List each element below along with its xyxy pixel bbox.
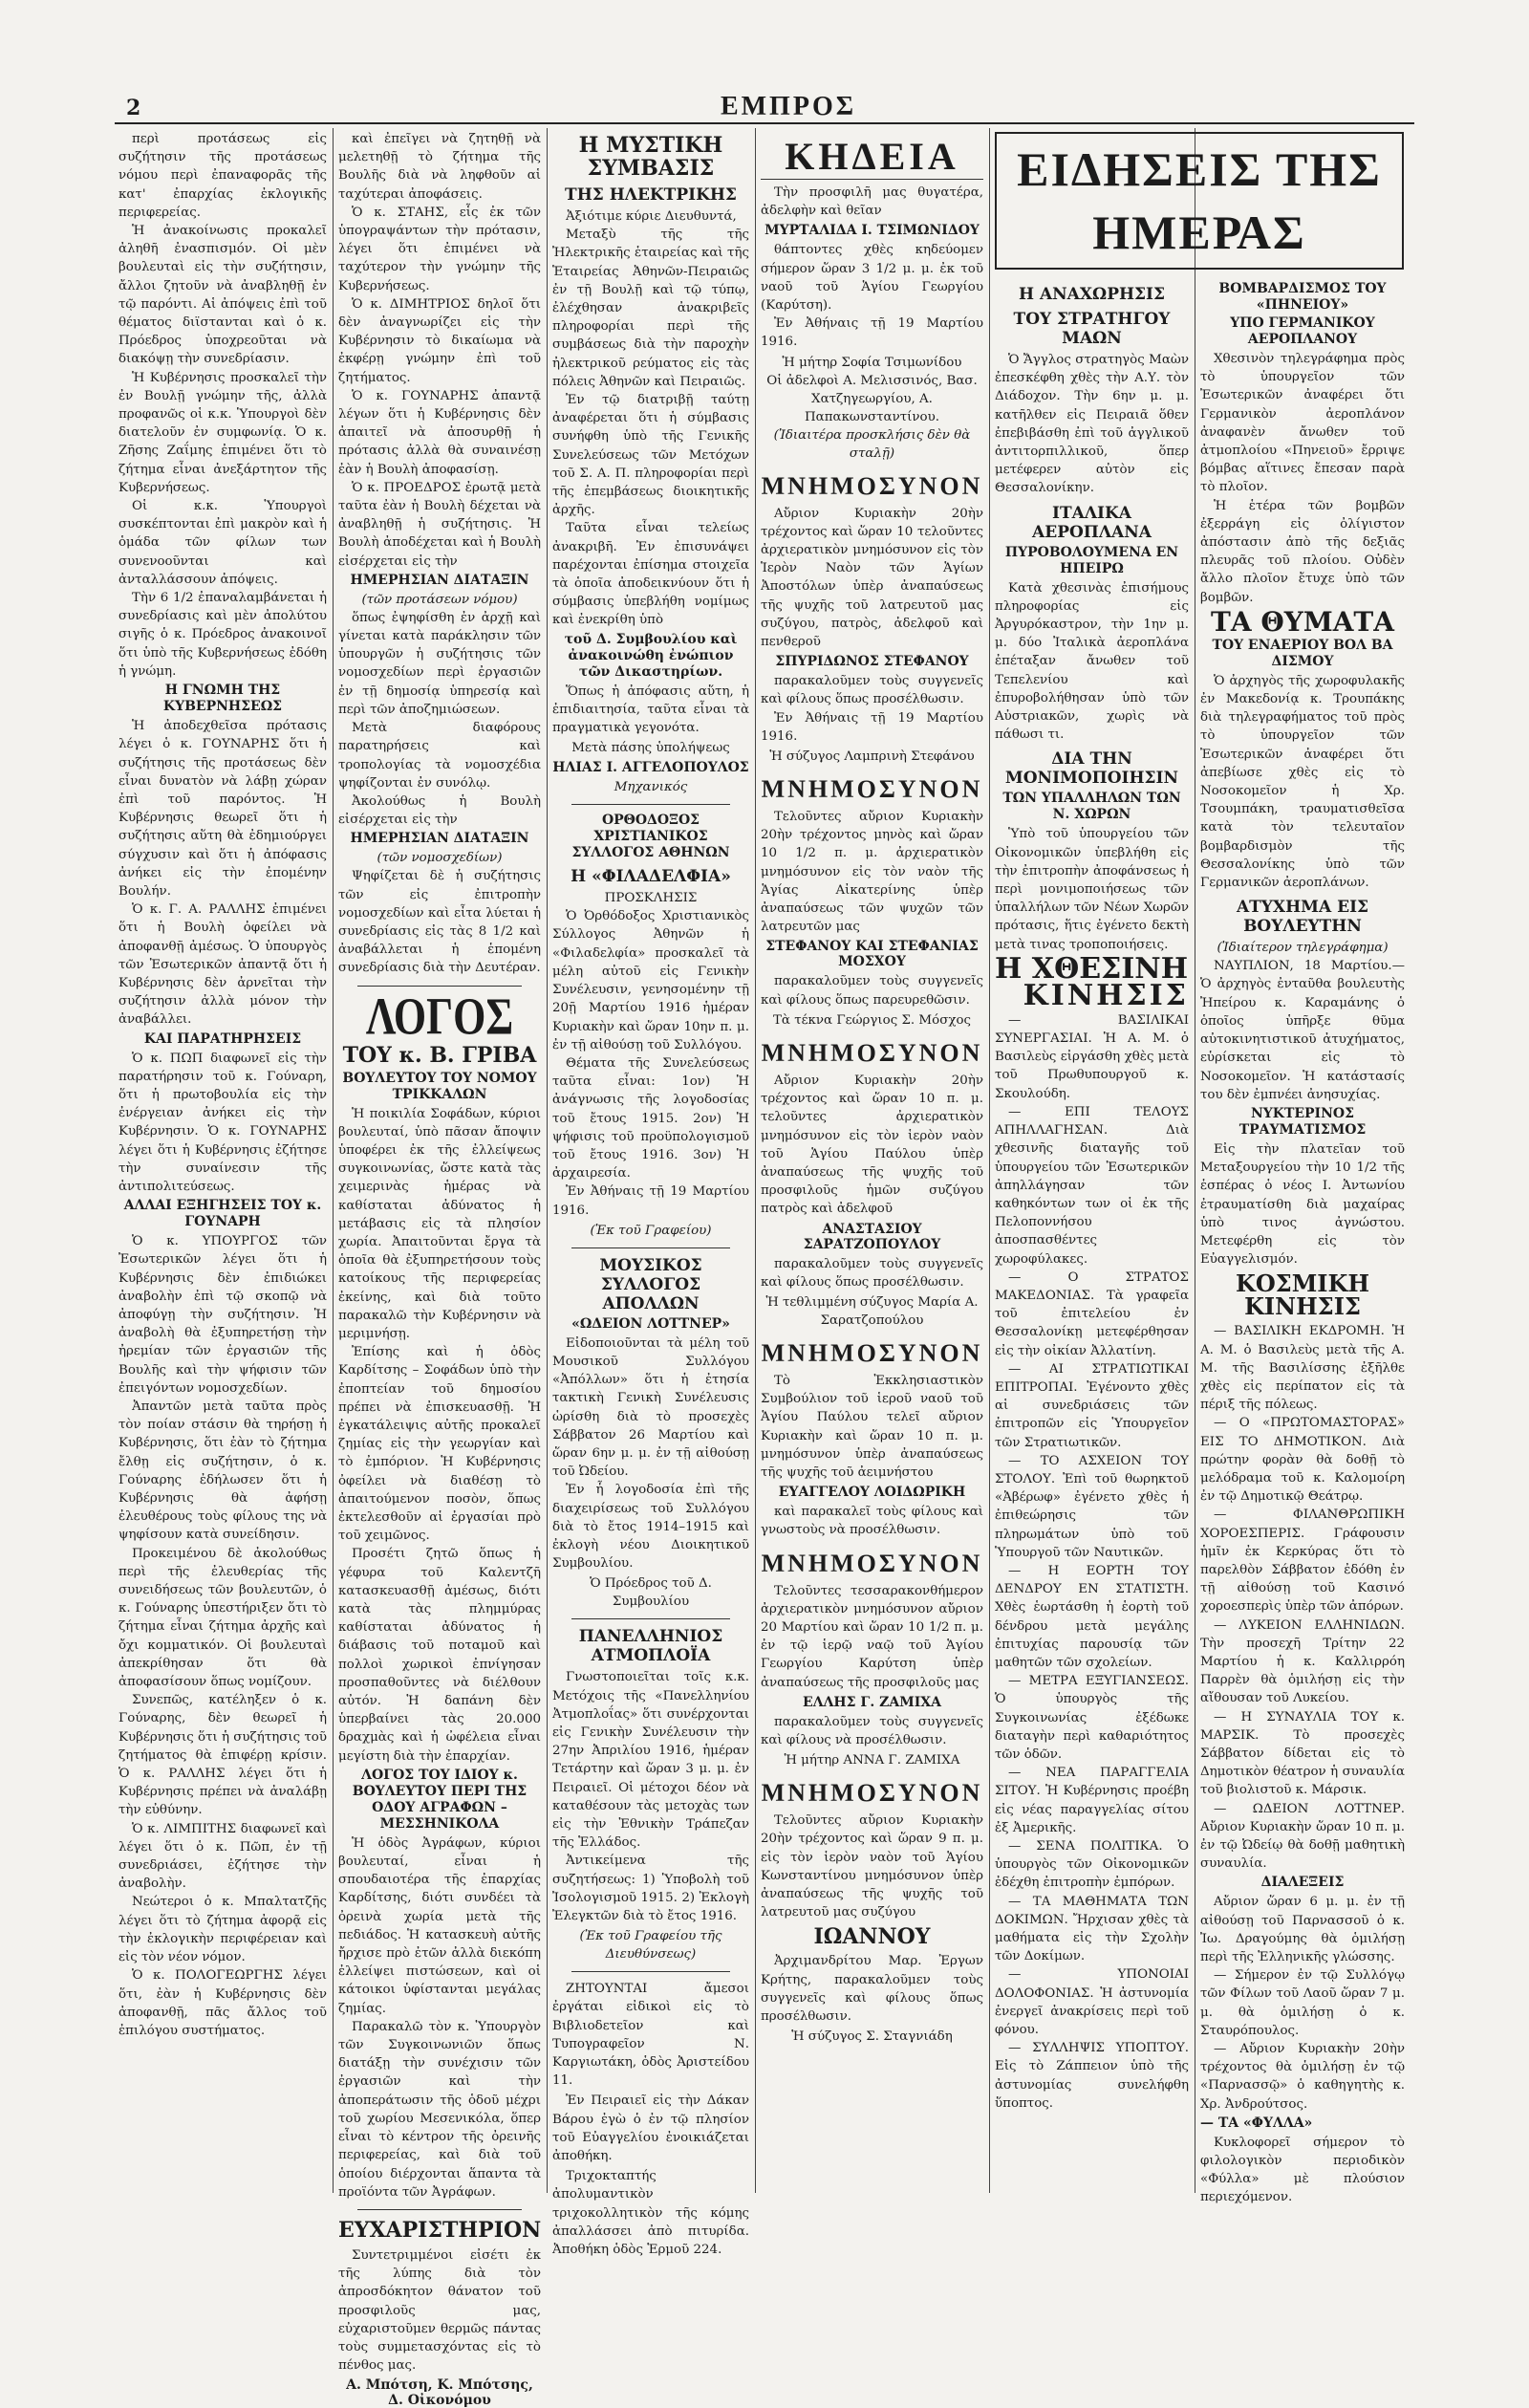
paragraph: Ἀπαντῶν μετὰ ταῦτα πρὸς τὸν ποίαν στάσιν θὰ τηρήσῃ ἡ Κυβέρνησις, ὅτι ἐὰν τὸ ζήτημα ἔλθῃ εἰς συζήτησιν, ὁ κ. Γούναρης ἐδήλωσεν ὅτι ἡ Κυβέρνησις θὰ ἀφήσῃ ἐλευθέρους τοὺς φίλους της νὰ ψηφίσουν κατὰ συνείδησιν. — [118, 1399, 327, 1543]
paragraph: Εἰδοποιοῦνται τὰ μέλη τοῦ Μουσικοῦ Συλλόγου «Ἀπόλλων» ὅτι ἡ ἐτησία τακτικὴ Γενικὴ Συνέλευσις ὡρίσθη διὰ τὸ προσεχὲς Σάββατον 26 Μαρτίου καὶ ὥραν 6ην μ. μ. ἐν τῇ αἰθούσῃ τοῦ Ὠδείου. — [552, 1335, 749, 1480]
paragraph: ΝΑΥΠΛΙΟΝ, 18 Μαρτίου.— Ὁ ἀρχηγὸς ἐνταῦθα βουλευτὴς Ἠπείρου κ. Καραμάνης ὁ ὁποῖος ὑπῆρξε θῦμα αὐτοκινητιστικοῦ ἀτυχήματος, εὑρίσκεται εἰς τὸ Νοσοκομεῖον. Ἡ κατάστασίς του δὲν ἐμπνέει ἀνησυχίας. — [1200, 959, 1405, 1102]
paragraph: Τὴν προσφιλῆ μας θυγατέρα, ἀδελφὴν καὶ θεῖαν — [761, 185, 983, 219]
article-text — [338, 130, 541, 571]
article-text — [338, 867, 541, 977]
deceased-name: ΣΤΕΦΑΝΟΥ ΚΑΙ ΣΤΕΦΑΝΙΑΣ ΜΟΣΧΟΥ — [765, 939, 979, 970]
brief: — ΩΔΕΙΟΝ ΛΟΤΤΝΕΡ. Αὔριον Κυριακὴν ὥραν 10 π. μ. ἐν τῷ Ὠδείῳ θὰ δοθῇ μαθητικὴ συναυλία. — [1200, 1801, 1405, 1872]
top-rule — [115, 122, 1414, 124]
paragraph: Ἐν Ἀθήναις τῇ 19 Μαρτίου 1916. — [761, 710, 983, 744]
brief: — ΤΑ ΜΑΘΗΜΑΤΑ ΤΩΝ ΔΟΚΙΜΩΝ. Ἤρχισαν χθὲς τὰ μαθήματα εἰς τὴν Σχολὴν τῶν Δοκίμων. — [995, 1894, 1189, 1964]
paragraph: Ὁ κ. ΠΟΛΟΓΕΩΡΓΗΣ λέγει ὅτι, ἐὰν ἡ Κυβέρνησις δὲν ἀποφανθῇ, πᾶς ἄλλος τοῦ ἐπιλόγου συστήματος. — [118, 1968, 327, 2038]
brief: — ΜΕΤΡΑ ΕΞΥΓΙΑΝΣΕΩΣ. Ὁ ὑπουργὸς τῆς Συγκοινωνίας ἐξέδωκε διαταγὴν περὶ καθαριότητος τῶν ὁδῶν. — [995, 1674, 1189, 1762]
paragraph: Τελοῦντες αὔριον Κυριακὴν 20ὴν τρέχοντος μηνὸς καὶ ὥραν 10 1/2 π. μ. ἀρχιερατικὸν μνημόσυνον εἰς τὸν ναὸν τῆς Ἁγίας Αἰκατερίνης ὑπὲρ ἀναπαύσεως τῶν ψυχῶν τῶν λατρευτῶν μας — [761, 810, 983, 935]
article-text — [552, 683, 749, 738]
article-text — [338, 609, 541, 829]
notice-source: (Ἐκ τοῦ Γραφείου τῆς Διευθύνσεως) — [579, 1929, 722, 1963]
signers: Ἡ μήτηρ Σοφία Τσιμωνίδου — [782, 355, 962, 370]
notice-text — [761, 505, 983, 652]
paragraph: Ὁ Ὀρθόδοξος Χριστιανικὸς Σύλλογος Ἀθηνῶν ἡ «Φιλαδελφία» προσκαλεῖ τὰ μέλη αὐτοῦ εἰς Γενικὴν Συνέλευσιν, γενησομένην τῇ 20ῇ Μαρτίου 1916 ἡμέραν Κυριακὴν καὶ ὥραν 10ην π. μ. ἐν τῇ αἰθούσῃ τοῦ Συλλόγου. — [552, 909, 749, 1052]
paragraph: Ἐν ἧ λογοδοσία ἐπὶ τῆς διαχειρίσεως τοῦ Συλλόγου διὰ τὸ ἔτος 1914–1915 καὶ ἐκλογὴ νέου Διοικητικοῦ Συμβουλίου. — [552, 1483, 749, 1572]
brief: — Ο «ΠΡΩΤΟΜΑΣΤΟΡΑΣ» ΕΙΣ ΤΟ ΔΗΜΟΤΙΚΟΝ. Διὰ πρώτην φορὰν θὰ δοθῇ τὸ μελόδραμα τοῦ κ. Καλομοίρη ἐν τῷ Δημοτικῷ Θεάτρῳ. — [1200, 1416, 1405, 1505]
paragraph: παρακαλοῦμεν τοὺς συγγενεῖς καὶ φίλους ὅπως προσέλθωσιν. — [761, 674, 983, 707]
subheading-note: (τῶν νομοσχεδίων) — [377, 851, 503, 866]
paragraph: Μετὰ διαφόρους παρατηρήσεις καὶ τροπολογίας τὰ νομοσχέδια ψηφίζονται ἐν συνόλῳ. — [338, 721, 541, 791]
column-news — [995, 279, 1189, 2189]
deceased-name: ΑΝΑΣΤΑΣΙΟΥ ΣΑΡΑΤΖΟΠΟΥΛΟΥ — [803, 1221, 941, 1252]
paragraph: Ἐν Ἀθήναις τῇ 19 Μαρτίου 1916. — [552, 1184, 749, 1218]
deceased-name: ΙΩΑΝΝΟΥ — [813, 1924, 931, 1950]
column-parliament — [118, 130, 327, 2195]
paragraph: Ἀκολούθως ἡ Βουλὴ εἰσέρχεται εἰς τὴν — [338, 793, 541, 828]
paragraph: Αὔριον Κυριακὴν 20ὴν τρέχοντος καὶ ὥραν 10 π. μ. τελοῦντες ἀρχιερατικὸν μνημόσυνον εἰς τὸν ἱερὸν ναὸν τοῦ Ἁγίου Παύλου ὑπὲρ ἀναπαύσεως τῆς ψυχῆς τοῦ προσφιλοῦς ἡμῶν συζύγου πατρὸς καὶ ἀδελφοῦ — [761, 1073, 983, 1217]
article-text — [552, 907, 749, 1219]
paragraph: Αὔριον Κυριακὴν 20ὴν τρέχοντος καὶ ὥραν 10 τελοῦντες ἀρχιερατικὸν μνημόσυνον εἰς τὸν Ἱερὸν Ναὸν τῶν Ἁγίων Ἀποστόλων ὑπὲρ ἀναπαύσεως τῆς ψυχῆς τοῦ λατρευτοῦ μας συζύγου, πατρὸς, ἀδελφοῦ καὶ πενθεροῦ — [761, 506, 983, 650]
signers: Ἡ σύζυγος Σ. Σταγνιάδη — [791, 2029, 953, 2045]
brief: — Αὔριον Κυριακὴν 20ὴν τρέχοντος θὰ ὁμιλήσῃ ἐν τῷ «Παρνασσῷ» ὁ καθηγητὴς κ. Χρ. Ἀνδρούτσος. — [1200, 2042, 1405, 2112]
paragraph: Ἐν Ἀθήναις τῇ 19 Μαρτίου 1916. — [761, 316, 983, 350]
emphasis-text: τοῦ Δ. Συμβουλίου καὶ ἀνακοινώθη ἐνώπιον τῶν Δικαστηρίων. — [564, 631, 738, 680]
paragraph: Ταῦτα εἶναι τελείως ἀνακριβῆ. Ἐν ἐπισυνάψει παρέχονται ἐπίσημα στοιχεῖα τὰ ὁποῖα ἀποδεικνύουν ὅτι ἡ σύμβασις ὑπεβλήθη νομίμως καὶ ἐνεκρίθη ὑπὸ — [552, 521, 749, 628]
signers: Ἡ τεθλιμμένη σύζυγος Μαρία Α. Σαρατζοπούλου — [765, 1294, 979, 1328]
paragraph: Νεώτεροι ὁ κ. Μπαλτατζῆς λέγει ὅτι τὸ ζήτημα ἀφορᾷ εἰς τὴν ἐκλογικὴν περιφέρειαν καὶ εἰς τὸν νέον νόμον. — [118, 1895, 327, 1965]
paragraph: Θέματα τῆς Συνελεύσεως ταῦτα εἶναι: 1ον) Ἡ ἀνάγνωσις τῆς λογοδοσίας τοῦ ἔτους 1915. 2ον) Ἡ ψήφισις τοῦ προϋπολογισμοῦ τοῦ ἔτους 1916. 3ον) Ἡ ἀρχαιρεσία. — [552, 1055, 749, 1182]
article-text — [1200, 672, 1405, 892]
deceased-name: ΜΥΡΤΑΛΙΔΑ Ι. ΤΣΙΜΩΝΙΔΟΥ — [764, 223, 980, 239]
paragraph: παρακαλοῦμεν τοὺς συγγενεῖς καὶ φίλους νὰ προσέλθωσιν. — [761, 1714, 983, 1747]
separator — [571, 1247, 730, 1248]
paragraph: Ἀντικείμενα τῆς συζητήσεως: 1) Ὑποβολὴ τοῦ Ἰσολογισμοῦ 1915. 2) Ἐκλογὴ Ἐλεγκτῶν διὰ τὸ ἔτος 1916. — [552, 1854, 749, 1924]
headline: ΜΟΥΣΙΚΟΣ ΣΥΛΛΟΓΟΣ ΑΠΟΛΛΩΝ — [599, 1255, 702, 1313]
brief: — Η ΕΟΡΤΗ ΤΟΥ ΔΕΝΔΡΟΥ ΕΝ ΣΤΑΤΙΣΤΗ. Χθὲς ἑωρτάσθη ἡ ἑορτὴ τοῦ δένδρου μετὰ μεγάλης ἐπιτυχίας παρουσίᾳ τῶν μαθητῶν τῶν σχολείων. — [995, 1563, 1189, 1670]
paragraph: Ἡ Κυβέρνησις προσκαλεῖ τὴν ἐν Βουλῇ γνώμην τῆς, ἀλλὰ προφανῶς οἱ κ.κ. Ὑπουργοὶ δὲν διατελοῦν ἐν συμφωνίᾳ. Ὁ κ. Ζῆσης Ζαΐμης ἐπιμένει ὅτι τὸ ζήτημα εἶναι ἀνεξάρτητον τῆς Κυβερνήσεως. — [118, 370, 327, 495]
article-text — [118, 717, 327, 1029]
headline-sub: ΤΟΥ ΣΤΡΑΤΗΓΟΥ ΜΑΩΝ — [1013, 310, 1171, 348]
brief: Κυκλοφορεῖ σήμερον τὸ φιλολογικὸν περιοδικὸν «Φύλλα» μὲ πλούσιον περιεχόμενον. — [1200, 2135, 1405, 2205]
daily-news-title: ΕΙΔΗΣΕΙΣ ΤΗΣ ΗΜΕΡΑΣ — [995, 132, 1404, 270]
notice-text — [761, 1372, 983, 1482]
paragraph: Ἐν Πειραιεῖ εἰς τὴν Δάκαν Βάρου ἐγὼ ὁ ἐν τῷ πλησίον τοῦ Εὐαγγελίου ἐνοικιάζεται ἀποθήκη. — [552, 2093, 749, 2164]
headline-logos: ΛΟΓΟΣ — [365, 987, 514, 1046]
article-text — [338, 1834, 541, 2202]
memorial-heading: ΜΝΗΜΟΣΥΝΟΝ — [761, 775, 983, 804]
article-text — [1200, 957, 1405, 1104]
notice-text — [761, 241, 983, 351]
article-text — [118, 1050, 327, 1197]
article-text — [118, 130, 327, 681]
notice-text — [761, 808, 983, 936]
separator — [571, 1971, 730, 1972]
headline: ΑΤΥΧΗΜΑ ΕΙΣ ΒΟΥΛΕΥΤΗΝ — [1236, 898, 1369, 937]
brief: — ΒΑΣΙΛΙΚΗ ΕΚΔΡΟΜΗ. Ἡ Α. Μ. ὁ Βασιλεὺς μετὰ τῆς Α. Μ. τῆς Βασιλίσσης ἐξῆλθε χθὲς εἰς περίπατον εἰς τὰ πέριξ τῆς πόλεως. — [1200, 1324, 1405, 1413]
paragraph: Ὁ κ. Γ. Α. ΡΑΛΛΗΣ ἐπιμένει ὅτι ἡ Βουλὴ ὀφείλει νὰ ἀποφανθῇ ἀμέσως. Ὁ ὑπουργὸς τῶν Ἐσωτερικῶν ἀπαντᾷ ὅτι ἡ Κυβέρνησις δὲν ἀρνεῖται τὴν συζήτησιν ἀλλὰ μόνον τὴν ἀναβάλλει. — [118, 902, 327, 1028]
paragraph: ΖΗΤΟΥΝΤΑΙ ἄμεσοι ἐργάται εἰδικοὶ εἰς τὸ Βιβλιοδετεῖον καὶ Τυπογραφεῖον Ν. Καργιωτάκη, ὁδὸς Ἀριστείδου 11. — [552, 1982, 749, 2089]
paragraph: θάπτοντες χθὲς κηδεύομεν σήμερον ὥραν 3 1/2 μ. μ. ἐκ τοῦ ναοῦ τοῦ Ἁγίου Γεωργίου (Καρύτση). — [761, 243, 983, 314]
paragraph: Ἡ ὁδὸς Ἀγράφων, κύριοι βουλευταί, εἶναι ἡ σπουδαιοτέρα τῆς ἐπαρχίας Καρδίτσης, διότι συνδέει τὰ ὀρεινὰ χωρία μετὰ τῆς πεδιάδος. Ἡ κατασκευὴ αὐτῆς ἤρχισε πρὸ ἐτῶν ἀλλὰ διεκόπη ἐλλείψει πιστώσεων, καὶ οἱ κάτοικοι ὑφίστανται μεγάλας ζημίας. — [338, 1835, 541, 2016]
ad-heading: ΕΥΧΑΡΙΣΤΗΡΙΟΝ — [338, 2217, 542, 2243]
brief: — Σήμερον ἐν τῷ Συλλόγῳ τῶν Φίλων τοῦ Λαοῦ ὥραν 7 μ. μ. θὰ ὁμιλήσῃ ὁ κ. Σταυρόπουλος. — [1200, 1968, 1405, 2038]
notice-text — [761, 1255, 983, 1291]
signature-role: Μηχανικός — [614, 780, 688, 795]
notice-text — [761, 972, 983, 1009]
paragraph: Ψηφίζεται δὲ ἡ συζήτησις τῶν εἰς ἐπιτροπὴν νομοσχεδίων καὶ εἶτα λύεται ἡ συνεδρίασις εἰς τὰς 8 1/2 καὶ ἀναβάλλεται ἡ ἑπομένη συνεδρίασις διὰ τὴν Δευτέραν. — [338, 869, 541, 976]
separator — [357, 2209, 522, 2210]
paragraph: Ὅπως ἡ ἀπόφασις αὕτη, ἡ ἐπιδιαιτησία, ταῦτα εἶναι τὰ πραγματικὰ γεγονότα. — [552, 683, 749, 736]
headline: ΠΑΝΕΛΛΗΝΙΟΣ ΑΤΜΟΠΛΟΪΑ — [578, 1627, 723, 1666]
signature: ΗΛΙΑΣ Ι. ΑΓΓΕΛΟΠΟΥΛΟΣ — [552, 760, 749, 776]
memorial-heading: ΜΝΗΜΟΣΥΝΟΝ — [761, 1549, 983, 1577]
headline: ΤΑ ΘΥΜΑΤΑ — [1211, 605, 1394, 638]
brief: — ΕΠΙ ΤΕΛΟΥΣ ΑΠΗΛΛΑΓΗΣΑΝ. Διὰ χθεσινῆς διαταγῆς τοῦ ὑπουργείου τῶν Ἐσωτερικῶν ἀπηλλάγησαν τῶν καθηκόντων των οἱ ἐκ τῆς Πελοποννήσου ἀποσπασθέντες χωροφύλακες. — [995, 1104, 1189, 1267]
classified-ad — [552, 1980, 749, 2090]
notice-text — [761, 1952, 983, 2026]
article-text — [338, 1105, 541, 1766]
deceased-name: ΕΥΑΓΓΕΛΟΥ ΛΟΙΔΩΡΙΚΗ — [778, 1485, 966, 1501]
ad-signature: Α. Μπότση, Κ. Μπότσης, Δ. Οἰκονόμου — [346, 2377, 533, 2408]
paragraph: Ὁ κ. ΠΡΟΕΔΡΟΣ ἐρωτᾷ μετὰ ταῦτα ἐὰν ἡ Βουλὴ δέχεται νὰ ἀναβληθῇ ἡ συζήτησις. Ἡ Βουλὴ ἀποδέχεται καὶ ἡ Βουλὴ εἰσέρχεται εἰς τὴν — [338, 480, 541, 569]
closing: Ὁ Πρόεδρος τοῦ Δ. Συμβουλίου — [590, 1576, 712, 1610]
paragraph: Ὁ κ. ΛΙΜΠΙΤΗΣ διαφωνεῖ καὶ λέγει ὅτι ὁ κ. Πῶπ, ἐν τῇ συνεδριάσει, ἐζήτησε τὴν ἀναβολὴν. — [118, 1821, 327, 1892]
brief: — ΣΥΛΛΗΨΙΣ ΥΠΟΠΤΟΥ. Εἰς τὸ Ζάππειον ὑπὸ τῆς ἀστυνομίας συνελήφθη ὕποπτος. — [995, 2041, 1189, 2111]
headline-sub: ΤΩΝ ΥΠΑΛΛΗΛΩΝ ΤΩΝ Ν. ΧΩΡΩΝ — [1002, 791, 1181, 823]
closing: Μετὰ πάσης ὑπολήψεως — [571, 741, 730, 756]
headline: Η ΑΝΑΧΩΡΗΣΙΣ — [1018, 285, 1166, 304]
brief: — ΣΕΝΑ ΠΟΛΙΤΙΚΑ. Ὁ ὑπουργὸς τῶν Οἰκονομικῶν ἐδέχθη ἐπιτροπὴν ἐμπόρων. — [995, 1839, 1189, 1891]
headline: ΔΙΑ ΤΗΝ ΜΟΝΙΜΟΠΟΙΗΣΙΝ — [1004, 749, 1179, 789]
paragraph: Κατὰ χθεσινὰς ἐπισήμους πληροφορίας εἰς Ἀργυρόκαστρον, τὴν 1ην μ. μ. δύο Ἰταλικὰ ἀεροπλάνα ἐπέταξαν ἄνωθεν τοῦ Τεπελενίου καὶ ἐπυροβολήθησαν ὑπὸ τῶν Αὐστριακῶν, χωρὶς νὰ πάθωσι τι. — [995, 580, 1189, 743]
signers: Ἡ σύζυγος Λαμπρινὴ Στεφάνου — [769, 749, 975, 765]
article-text — [995, 825, 1189, 953]
headline-sub: ΤΟΥ ΕΝΑΕΡΙΟΥ ΒΟΛ ΒΑ ΔΙΣΜΟΥ — [1212, 637, 1393, 669]
paragraph: Ἡ ἀποδεχθεῖσα πρότασις λέγει ὁ κ. ΓΟΥΝΑΡΗΣ ὅτι ἡ συζήτησις τῆς προτάσεως δὲν εἶναι δυνατὸν νὰ λάβῃ χώραν ἐπὶ τοῦ παρόντος. Ἡ Κυβέρνησις θεωρεῖ ὅτι ἡ συζήτησις αὕτη θὰ ἐδημιούργει σύγχυσιν καὶ ὅτι ἡ ἀπόφασις ἀνήκει εἰς τὴν ἐπομένην Βουλήν. — [118, 719, 327, 899]
brief: — ΦΙΛΑΝΘΡΩΠΙΚΗ ΧΟΡΟΕΣΠΕΡΙΣ. Γράφουσιν ἡμῖν ἐκ Κερκύρας ὅτι τὸ παρελθὸν Σάββατον ἐδόθη ἐν τῇ αἰθούσῃ τοῦ Κασινό χοροεσπερὶς ὑπὲρ τῶν ἀπόρων. — [1200, 1508, 1405, 1615]
headline: ΝΥΚΤΕΡΙΝΟΣ ΤΡΑΥΜΑΤΙΣΜΟΣ — [1238, 1105, 1367, 1138]
column-obituaries — [761, 130, 983, 2195]
paragraph: Τὴν 6 1/2 ἐπαναλαμβάνεται ἡ συνεδρίασις καὶ μὲν ἀπολύτου σιγῆς ὁ κ. Πρόεδρος ἀνακοινοῖ ὅτι ὑπὸ τῆς Κυβερνήσεως ἐδόθη ἡ γνώμη. — [118, 591, 327, 679]
notice-text — [761, 1582, 983, 1692]
paragraph: Τριχοκταπτής ἀπολυμαντικὸν τριχοκολλητικὸν τῆς κόμης ἀπαλλάσσει ἀπὸ πιτυρίδα. Ἀποθήκη ὁδὸς Ἑρμοῦ 224. — [552, 2169, 749, 2258]
paragraph: Χθεσινὸν τηλεγράφημα πρὸς τὸ ὑπουργεῖον τῶν Ἐσωτερικῶν ἀναφέρει ὅτι Γερμανικὸν ἀεροπλάνον ἀναφανὲν ἄνωθεν τοῦ ἀτμοπλοίου «Πηνειοῦ» ἔρριψε βόμβας αἵτινες ἔπεσαν παρὰ τὸ πλοῖον. — [1200, 352, 1405, 495]
headline-sub: Η «ΦΙΛΑΔΕΛΦΙΑ» — [571, 867, 731, 887]
paragraph: περὶ προτάσεως εἰς συζήτησιν τῆς προτάσεως νόμου περὶ ἐπαναφορᾶς τῆς κατ' ἐπαρχίας ἐκλογικῆς περιφερείας. — [118, 132, 327, 220]
subheading: ΚΑΙ ΠΑΡΑΤΗΡΗΣΕΙΣ — [143, 1030, 302, 1047]
column-announcements — [552, 130, 749, 2258]
section-heading: ΚΟΣΜΙΚΗ ΚΙΝΗΣΙΣ — [1235, 1269, 1370, 1321]
subheading: — ΤΑ «ΦΥΛΛΑ» — [1200, 2115, 1313, 2131]
paragraph: Οἱ κ.κ. Ὑπουργοὶ συσκέπτονται ἐπὶ μακρὸν καὶ ἡ ὁμάδα τῶν φίλων των συνενοοῦνται καὶ ἀνταλλάσσουν ἀπόψεις. — [118, 499, 327, 587]
paragraph: ὅπως ἐψηφίσθη ἐν ἀρχῇ καὶ γίνεται κατὰ παράκλησιν τῶν ὑπουργῶν ἡ συζήτησις τῶν νομοσχεδίων περὶ ἐργασιῶν ἐν τῇ δημοσίᾳ ὑπηρεσίᾳ καὶ περὶ τῶν ἀποζημιώσεων. — [338, 610, 541, 717]
brief: — ΛΥΚΕΙΟΝ ΕΛΛΗΝΙΔΩΝ. Τὴν προσεχῆ Τρίτην 22 Μαρτίου ἡ κ. Καλλιρρόη Παρρὲν θὰ ὁμιλήσῃ εἰς τὴν αἴθουσαν τοῦ Λυκείου. — [1200, 1617, 1405, 1706]
paragraph: Ἐπίσης καὶ ἡ ὁδὸς Καρδίτσης – Σοφάδων ὑπὸ τὴν ἐποπτείαν τοῦ δημοσίου πρέπει νὰ ἐπισκευασθῇ. Ἡ ἐγκατάλειψις αὐτῆς προκαλεῖ ζημίας εἰς τὴν γεωργίαν καὶ τὸ ἐμπόριον. Ἡ Κυβέρνησις ὀφείλει νὰ διαθέσῃ τὸ ἀπαιτούμενον ποσὸν, ὅπως ἐκτελεσθοῦν αἱ ἐργασίαι πρὸ τοῦ χειμῶνος. — [338, 1345, 541, 1544]
article-text — [552, 207, 749, 630]
paragraph: Ὁ κ. ΠΩΠ διαφωνεῖ εἰς τὴν παρατήρησιν τοῦ κ. Γούναρη, ὅτι ἡ πρωτοβουλία εἰς τὴν ἐνέργειαν ἀνήκει εἰς τὴν Κυβέρνησιν. Ὁ κ. ΓΟΥΝΑΡΗΣ λέγει ὅτι ἡ Κυβέρνησις ἐζήτησε τὴν συναίνεσιν τῆς ἀντιπολιτεύσεως. — [118, 1051, 327, 1194]
column-speeches — [338, 130, 542, 2408]
paragraph: Ὁ κ. ΥΠΟΥΡΓΟΣ τῶν Ἐσωτερικῶν λέγει ὅτι ἡ Κυβέρνησις δὲν ἐπιδιώκει ἀναβολὴν ἐπὶ τῷ σκοπῷ νὰ ἀποφύγῃ τὴν συζήτησιν. Ἡ ἀναβολὴ θὰ ἐξυπηρετήσῃ τὴν ἠρεμίαν τῶν ἐργασιῶν τῆς Βουλῆς καὶ τὴν ψήφισιν τῶν ἐπειγόντων νομοσχεδίων. — [118, 1234, 327, 1396]
deceased-name: ΣΠΥΡΙΔΩΝΟΣ ΣΤΕΦΑΝΟΥ — [775, 654, 969, 670]
brief: — Ο ΣΤΡΑΤΟΣ ΜΑΚΕΔΟΝΙΑΣ. Τὰ γραφεῖα τοῦ ἐπιτελείου ἐν Θεσσαλονίκῃ μετεφέρθησαν εἰς τὴν οἰκίαν Ἀλλατίνη. — [995, 1269, 1189, 1358]
headline-sub: ΤΗΣ ΗΛΕΚΤΡΙΚΗΣ — [565, 185, 737, 205]
headline-sub: ΠΥΡΟΒΟΛΟΥΜΕΝΑ ΕΝ ΗΠΕΙΡΩ — [1004, 544, 1179, 576]
column-rule — [333, 128, 334, 2193]
paragraph: Ἀρχιμανδρίτου Μαρ. Ἐργων Κρήτης, παρακαλοῦμεν τοὺς συγγενεῖς καὶ φίλους ὅπως προσέλθωσιν. — [761, 1954, 983, 2024]
paragraph: Ἡ ποικιλία Σοφάδων, κύριοι βουλευταί, ὑπὸ πᾶσαν ἄποψιν ὑποφέρει ἐκ τῆς ἐλλείψεως συγκοινωνίας, ὥστε κατὰ τὰς χειμερινὰς ἡμέρας νὰ καθίσταται ἀδύνατος ἡ μετάβασις εἰς τὰ πλησίον χωρία. Ἀπαιτοῦνται ἔργα τὰ ὁποῖα θὰ ἐξυπηρετήσουν τοὺς κατοίκους τῆς περιφερείας ἐκείνης, καὶ διὰ τοῦτο παρακαλῶ τὴν Κυβέρνησιν νὰ μεριμνήσῃ. — [338, 1106, 541, 1341]
notice-text — [761, 1811, 983, 1921]
paragraph: παρακαλοῦμεν τοὺς συγγενεῖς καὶ φίλους ὅπως παρευρεθῶσιν. — [761, 974, 983, 1008]
memorial-heading: ΜΝΗΜΟΣΥΝΟΝ — [761, 1038, 983, 1067]
paragraph: Ὁ κ. ΔΙΜΗΤΡΙΟΣ δηλοῖ ὅτι δὲν ἀναγνωρίζει εἰς τὴν Κυβέρνησιν τὸ δικαίωμα νὰ ἐκφέρῃ γνώμην ἐπὶ τοῦ ζητήματος. — [338, 296, 541, 385]
paragraph: Προσέτι ζητῶ ὅπως ἡ γέφυρα τοῦ Καλεντζῆ κατασκευασθῇ ἀμέσως, διότι κατὰ τὰς πλημμύρας καθίσταται ἀδύνατος ἡ διάβασις τοῦ ποταμοῦ καὶ πολλοὶ χωρικοὶ ἐπνίγησαν προσπαθοῦντες νὰ διέλθουν αὐτόν. Ἡ δαπάνη δὲν ὑπερβαίνει τὰς 20.000 δραχμὰς καὶ ἡ ὠφέλεια εἶναι μεγίστη διὰ τὴν ἐπαρχίαν. — [338, 1547, 541, 1764]
paragraph: Τὸ Ἐκκλησιαστικὸν Συμβούλιον τοῦ ἱεροῦ ναοῦ τοῦ Ἁγίου Παύλου τελεῖ αὔριον Κυριακὴν καὶ ὥραν 10 π. μ. μνημόσυνον ὑπὲρ ἀναπαύσεως τῆς ψυχῆς τοῦ ἀειμνήστου — [761, 1373, 983, 1480]
brief: — ΑΙ ΣΤΡΑΤΙΩΤΙΚΑΙ ΕΠΙΤΡΟΠΑΙ. Ἐγένοντο χθὲς αἱ συνεδριάσεις τῶν ἐπιτροπῶν εἰς Ὑπουργεῖον τῶν Στρατιωτικῶν. — [995, 1361, 1189, 1450]
paragraph: Γνωστοποιεῖται τοῖς κ.κ. Μετόχοις τῆς «Πανελληνίου Ἀτμοπλοΐας» ὅτι συνέρχονται εἰς Γενικὴν Συνέλευσιν τὴν 27ην Ἀπριλίου 1916, ἡμέραν Τετάρτην καὶ ὥραν 3 μ. μ. ἐν Πειραιεῖ. Οἱ μέτοχοι δέον νὰ καταθέσουν τὰς μετοχὰς των εἰς τὴν Ἐθνικὴν Τράπεζαν τῆς Ἑλλάδος. — [552, 1670, 749, 1851]
paragraph: Συνεπῶς, κατέληξεν ὁ κ. Γούναρης, δὲν θεωρεῖ ἡ Κυβέρνησις ὅτι ἡ συζήτησις τοῦ ζητήματος θὰ ἐπιφέρῃ κρίσιν. Ὁ κ. ΡΑΛΛΗΣ λέγει ὅτι ἡ Κυβέρνησις πρέπει νὰ ἀναλάβῃ τὴν εὐθύνην. — [118, 1693, 328, 1818]
memorial-heading: ΜΝΗΜΟΣΥΝΟΝ — [761, 1338, 983, 1367]
lectures — [1200, 1893, 1405, 2113]
subheading: ΑΛΛΑΙ ΕΞΗΓΗΣΕΙΣ ΤΟΥ κ. ΓΟΥΝΑΡΗ — [123, 1198, 322, 1230]
notice-text — [761, 672, 983, 746]
article-text — [1200, 350, 1405, 607]
paragraph: Ἀξιότιμε κύριε Διευθυντά, — [566, 209, 737, 224]
column-news-2 — [1200, 279, 1405, 2205]
headline-sub: «ΩΔΕΙΟΝ ΛΟΤΤΝΕΡ» — [571, 1315, 730, 1332]
paragraph: Ὁ ἀρχηγὸς τῆς χωροφυλακῆς ἐν Μακεδονίᾳ κ. Τρουπάκης διὰ τηλεγραφήματος τοῦ πρὸς τὸ ὑπουργεῖον τῶν Ἐσωτερικῶν ἀναφέρει ὅτι ἀπεβίωσε χθὲς εἰς τὸ Νοσοκομεῖον ἡ Χρ. Τσουμπάκη, τραυματισθεῖσα κατὰ τὸν τελευταῖον βομβαρδισμὸν τῆς Θεσσαλονίκης ὑπὸ τῶν Γερμανικῶν ἀεροπλάνων. — [1200, 673, 1405, 891]
notice-text — [761, 184, 983, 220]
brief-text — [1200, 2134, 1405, 2207]
paragraph: Ὁ Ἄγγλος στρατηγὸς Μαὼν ἐπεσκέφθη χθὲς τὴν Α.Υ. τὸν Διάδοχον. Τὴν 6ην μ. μ. κατῆλθεν εἰς Πειραιᾶ ὅθεν ἐπεβιβάσθη ἐπὶ τοῦ ἀγγλικοῦ ἀντιτορπιλλικοῦ, ὅπερ μετέφερεν αὐτὸν εἰς Θεσσαλονίκην. — [995, 353, 1189, 496]
notice-note: (Ἰδιαιτέρα προσκλήσις δὲν θὰ σταλῇ) — [773, 427, 971, 461]
daily-news-banner — [995, 132, 1404, 270]
newspaper-name: ΕΜΠΡΟΣ — [720, 92, 857, 121]
deceased-name: ΕΛΛΗΣ Γ. ΖΑΜΙΧΑ — [803, 1694, 941, 1710]
paragraph: καὶ ἐπεῖγει νὰ ζητηθῇ νὰ μελετηθῇ τὸ ζήτημα τῆς Βουλῆς διὰ νὰ ληφθοῦν αἱ ταχύτεραι ἀποφάσεις. — [338, 132, 541, 202]
headline-sub: ΤΟΥ κ. Β. ΓΡΙΒΑ — [342, 1042, 537, 1068]
subheading: Η ΓΝΩΜΗ ΤΗΣ ΚΥΒΕΡΝΗΣΕΩΣ — [162, 683, 283, 715]
separator — [571, 804, 730, 805]
subheading: ΔΙΑΛΕΞΕΙΣ — [1260, 1875, 1345, 1891]
paragraph: Παρακαλῶ τὸν κ. Ὑπουργὸν τῶν Συγκοινωνιῶν ὅπως διατάξῃ τὴν συνέχισιν τῶν ἐργασιῶν καὶ τὴν ἀποπεράτωσιν τῆς ὁδοῦ μέχρι τοῦ χωρίου Μεσενικόλα, ὅπερ εἶναι τὸ κέντρον τῆς ὀρεινῆς περιφερείας, καὶ διὰ τοῦ ὁποίου διέρχονται ἅπαντα τὰ προϊόντα τῶν Ἀγράφων. — [338, 2019, 541, 2200]
paragraph: Συντετριμμένοι εἰσέτι ἐκ τῆς λύπης διὰ τὸν ἀπροσδόκητον θάνατον τοῦ προσφιλοῦς μας, εὐχαριστοῦμεν θερμῶς πάντας τοὺς συμμετασχόντας εἰς τὸ πένθος μας. — [338, 2247, 541, 2374]
paragraph: Τελοῦντες τεσσαρακονθήμερον ἀρχιερατικὸν μνημόσυνον αὔριον 20 Μαρτίου καὶ ὥραν 10 1/2 π. μ. ἐν τῷ ἱερῷ ναῷ τοῦ Ἁγίου Γεωργίου Καρύτση ὑπὲρ ἀναπαύσεως τῆς προσφιλοῦς μας — [761, 1583, 983, 1690]
article-text — [995, 351, 1189, 498]
paragraph: παρακαλοῦμεν τοὺς συγγενεῖς καὶ φίλους ὅπως προσέλθωσιν. — [761, 1256, 983, 1290]
headline: ΙΤΑΛΙΚΑ ΑΕΡΟΠΛΑΝΑ — [1032, 503, 1152, 542]
memorial-heading: ΜΝΗΜΟΣΥΝΟΝ — [761, 471, 983, 500]
article-text — [118, 1232, 327, 2040]
paragraph: Ἡ ἑτέρα τῶν βομβῶν ἐξερράγη εἰς ὀλίγιστον ἀπόστασιν ἀπὸ τῆς δεξιᾶς πλευρᾶς τοῦ πλοίου. Οὐδὲν ἄλλο πλοῖον ἔτυχε ὑπὸ τῶν βομβῶν. — [1200, 498, 1405, 605]
subheading: ΛΟΓΟΣ ΤΟΥ ΙΔΙΟΥ κ. ΒΟΥΛΕΥΤΟΥ ΠΕΡΙ ΤΗΣ ΟΔΟΥ ΑΓΡΑΦΩΝ – ΜΕΣΣΗΝΙΚΟΛΑ — [352, 1767, 528, 1832]
brief: — ΤΟ ΑΣΧΕΙΟΝ ΤΟΥ ΣΤΟΛΟΥ. Ἐπὶ τοῦ θωρηκτοῦ «Ἀβέρωφ» ἐγένετο χθὲς ἡ ἐπιθεώρησις τῶν πληρωμάτων ὑπὸ τοῦ Ὑπουργοῦ τῶν Ναυτικῶν. — [995, 1453, 1189, 1560]
brief: — ΝΕΑ ΠΑΡΑΓΓΕΛΙΑ ΣΙΤΟΥ. Ἡ Κυβέρνησις προέβη εἰς νέας παραγγελίας σίτου ἐξ Ἀμερικῆς. — [995, 1766, 1189, 1835]
article-text — [1200, 1140, 1405, 1269]
article-text — [552, 1668, 749, 1925]
notice-text — [761, 1072, 983, 1219]
headline-sub2: ΒΟΥΛΕΥΤΟΥ ΤΟΥ ΝΟΜΟΥ ΤΡΙΚΚΑΛΩΝ — [342, 1070, 537, 1102]
headline: ΒΟΜΒΑΡΔΙΣΜΟΣ ΤΟΥ «ΠΗΝΕΙΟΥ» — [1218, 281, 1387, 313]
subheading-note: (τῶν προτάσεων νόμου) — [361, 592, 518, 607]
signers: Οἱ ἀδελφοὶ Α. Μελισσινός, Βασ. Χατζηγεωργίου, Α. Παπακωνσταντίνου. — [766, 373, 978, 424]
brief: Αὔριον ὥραν 6 μ. μ. ἐν τῇ αἰθούσῃ τοῦ Παρνασσοῦ ὁ κ. Ἰω. Δραγούμης θὰ ὁμιλήσῃ περὶ τῆς Ἑλληνικῆς γλώσσης. — [1200, 1895, 1405, 1965]
paragraph: Εἰς τὴν πλατεῖαν τοῦ Μεταξουργείου τὴν 10 1/2 τῆς ἑσπέρας ὁ νέος Ι. Ἀντωνίου ἐτραυματίσθη διὰ μαχαίρας ὑπὸ τινος ἀγνώστου. Μετεφέρθη εἰς τὸν Εὐαγγελισμόν. — [1200, 1141, 1405, 1268]
article-text — [552, 1334, 749, 1573]
masthead — [0, 0, 1529, 122]
notice-text — [761, 1713, 983, 1749]
headline-sub: (Ἰδιαίτερον τηλεγράφημα) — [1217, 941, 1389, 956]
paragraph: Μεταξὺ τῆς τῆς Ἠλεκτρικῆς ἑταιρείας καὶ τῆς Ἑταιρείας Ἀθηνῶν-Πειραιῶς ἐν τῇ Βουλῇ καὶ τῷ τύπῳ, ἐλέχθησαν ἀνακριβεῖς πληροφορίαι περὶ τῆς συμβάσεως διὰ τὴν παροχὴν ἠλεκτρικοῦ ρεύματος εἰς τὰς πόλεις Ἀθηνῶν καὶ Πειραιῶς. — [552, 228, 749, 389]
signers: Τὰ τέκνα Γεώργιος Σ. Μόσχος — [772, 1012, 972, 1028]
paragraph: Προκειμένου δὲ ἀκολούθως περὶ τῆς ἐλευθερίας τῆς συνειδήσεως τῶν βουλευτῶν, ὁ κ. Γούναρης ὑπεστήριξεν ὅτι τὸ ζήτημα εἶναι ζήτημα ἀρχῆς καὶ ὄχι κομματικόν. Οἱ βουλευταὶ ἀπεκρίθησαν ὅτι θὰ ἀποφασίσουν ὅπως νομίζουν. — [118, 1546, 327, 1690]
page-number: 2 — [126, 96, 141, 120]
headline: ΟΡΘΟΔΟΞΟΣ ΧΡΙΣΤΙΑΝΙΚΟΣ ΣΥΛΛΟΓΟΣ ΑΘΗΝΩΝ — [571, 813, 730, 861]
article-text — [995, 579, 1189, 745]
section-heading: ΚΙΝΗΣΙΣ — [1023, 978, 1189, 1012]
brief: — ΥΠΟΝΟΙΑΙ ΔΟΛΟΦΟΝΙΑΣ. Ἡ ἀστυνομία ἐνεργεῖ ἀνακρίσεις περὶ τοῦ φόνου. — [995, 1967, 1189, 2038]
column-rule — [547, 128, 548, 2193]
notice-label: ΠΡΟΣΚΛΗΣΙΣ — [604, 891, 698, 906]
paragraph: Ὁ κ. ΓΟΥΝΑΡΗΣ ἀπαντᾷ λέγων ὅτι ἡ Κυβέρνησις δὲν ἀπαιτεῖ νὰ ἀποσυρθῇ ἡ πρότασις ἀλλὰ θὰ συναινέσῃ ἐὰν ἡ Βουλὴ ἀποφασίσῃ. — [338, 388, 541, 477]
funeral-heading: ΚΗΔΕΙΑ — [761, 134, 983, 180]
news-briefs — [995, 1011, 1189, 2113]
memorial-heading: ΜΝΗΜΟΣΥΝΟΝ — [761, 1779, 983, 1808]
column-rule — [989, 128, 990, 2193]
separator — [571, 1618, 730, 1619]
column-rule — [755, 128, 756, 2193]
brief: — ΒΑΣΙΛΙΚΑΙ ΣΥΝΕΡΓΑΣΙΑΙ. Ἡ Α. Μ. ὁ Βασιλεὺς εἰργάσθη χθὲς μετὰ τοῦ Πρωθυπουργοῦ κ. Σκουλούδη. — [995, 1012, 1189, 1101]
paragraph: Τελοῦντες αὔριον Κυριακὴν 20ὴν τρέχοντος καὶ ὥραν 9 π. μ. εἰς τὸν ἱερὸν ναὸν τοῦ Ἁγίου Κωνσταντίνου μνημόσυνον ὑπὲρ ἀναπαύσεως τῆς ψυχῆς τοῦ λατρευτοῦ μας συζύγου — [761, 1813, 983, 1920]
paragraph: Ἐν τῷ διατριβῇ ταύτῃ ἀναφέρεται ὅτι ἡ σύμβασις συνήφθη ὑπὸ τῆς Γενικῆς Συνελεύσεως τῶν Μετόχων τοῦ Σ. Α. Π. πληροφορίαι περὶ τῆς ἐπεμβάσεως διοικητικῆς ἀρχῆς. — [552, 393, 749, 518]
notice-source: (Ἐκ τοῦ Γραφείου) — [590, 1223, 712, 1238]
paragraph: Ὁ κ. ΣΤΑΗΣ, εἷς ἐκ τῶν ὑπογραψάντων τὴν πρότασιν, λέγει ὅτι ἐπιμένει νὰ ταχύτερον τὴν γνώμην τῆς Κυβερνήσεως. — [338, 205, 541, 293]
separator — [357, 986, 522, 987]
headline-sub: ΥΠΟ ΓΕΡΜΑΝΙΚΟΥ ΑΕΡΟΠΛΑΝΟΥ — [1230, 315, 1375, 347]
signers: Ἡ μήτηρ ΑΝΝΑ Γ. ΖΑΜΙΧΑ — [784, 1753, 960, 1768]
paragraph: Ὑπὸ τοῦ ὑπουργείου τῶν Οἰκονομικῶν ὑπεβλήθη εἰς τὴν ἐπιτροπὴν ἀποφάνσεως ἡ περὶ μονιμοποιήσεως τῶν ὑπαλλήλων τῶν Νέων Χωρῶν πρότασις, ἥτις ἐγένετο δεκτὴ μετὰ τινας τροποποιήσεις. — [995, 827, 1189, 952]
brief: — Η ΣΥΝΑΥΛΙΑ ΤΟΥ κ. ΜΑΡΣΙΚ. Τὸ προσεχὲς Σάββατον δίδεται εἰς τὸ Δημοτικὸν θέατρον ἡ συναυλία τοῦ βιολιστοῦ κ. Μάρσικ. — [1200, 1709, 1405, 1798]
ad-text — [338, 2246, 541, 2375]
section-heading: Η ΧΘΕΣΙΝΗ — [995, 951, 1189, 986]
paragraph: Ἡ ἀνακοίνωσις προκαλεῖ ἀληθῆ ἐνασπισμόν. Οἱ μὲν βουλευταὶ εἰς τὴν συζήτησιν, ἄλλοι ζητοῦν νὰ ἀναβληθῇ ἐν τῷ παρόντι. Αἱ ἀπόψεις ἐπὶ τοῦ θέματος διϊστανται καὶ ὁ κ. Πρόεδρος ὑποχρεοῦται νὰ διακόψῃ τὴν συνεδρίασιν. — [118, 224, 327, 367]
paragraph: καὶ παρακαλεῖ τοὺς φίλους καὶ γνωστοὺς νὰ προσέλθωσιν. — [761, 1505, 983, 1538]
classified-ad — [552, 2092, 749, 2165]
society-briefs — [1200, 1322, 1405, 1873]
headline: Η ΜΥΣΤΙΚΗ ΣΥΜΒΑΣΙΣ — [578, 133, 723, 181]
subheading: ΗΜΕΡΗΣΙΑΝ ΔΙΑΤΑΞΙΝ — [350, 572, 529, 588]
subheading: ΗΜΕΡΗΣΙΑΝ ΔΙΑΤΑΞΙΝ — [350, 831, 529, 847]
classified-ad — [552, 2167, 749, 2259]
notice-text — [761, 1503, 983, 1539]
